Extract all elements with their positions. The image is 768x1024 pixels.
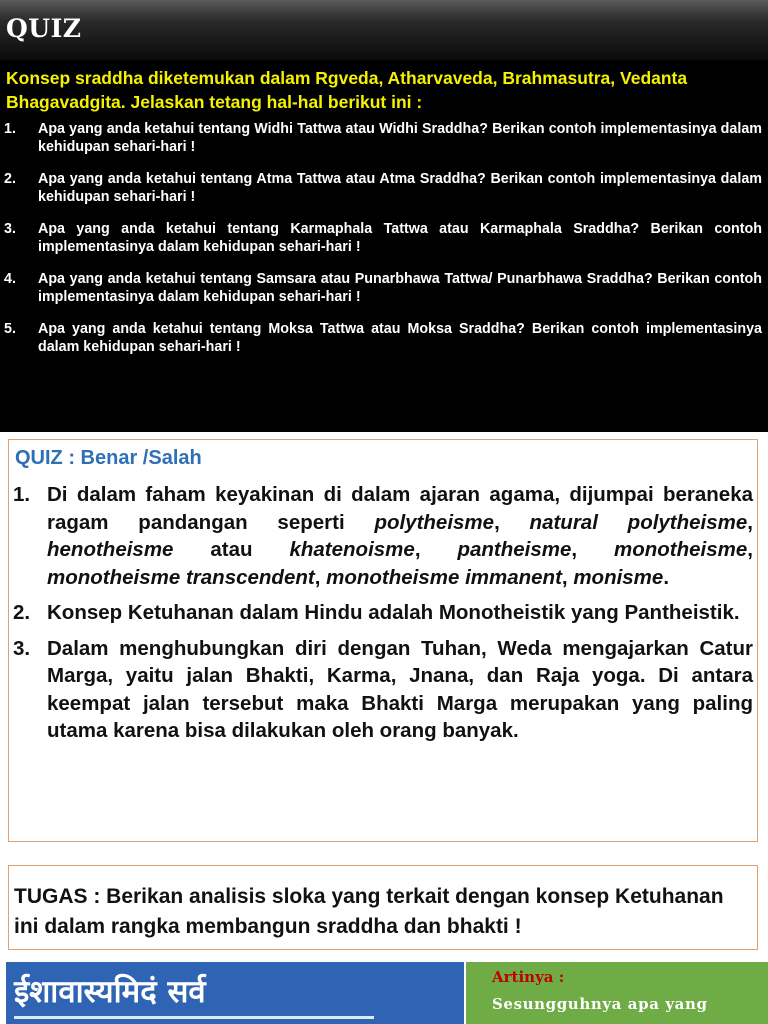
statement-list — [13, 481, 753, 753]
quiz-question — [4, 120, 762, 156]
statement-text: Konsep Ketuhanan dalam Hindu adalah Monotheistik yang Pantheistik. — [47, 601, 740, 624]
separator: , — [414, 538, 458, 561]
quiz-question — [4, 220, 762, 256]
question-text: Apa yang anda ketahui tentang Samsara atau Punarbhawa Tattwa/ Punarbhawa Sraddha? Berikan contoh implementasinya dalam kehidupan sehari-hari ! — [38, 271, 762, 305]
separator: , — [747, 538, 753, 561]
question-text: Apa yang anda ketahui tentang Karmaphala Tattwa atau Karmaphala Sraddha? Berikan contoh implementasinya dalam kehidupan sehari-hari ! — [38, 221, 762, 255]
quiz-slide — [0, 0, 768, 432]
term-italic: natural polytheisme — [529, 510, 748, 534]
term-italic: pantheisme — [457, 538, 572, 561]
sloka-next-line-cut — [14, 1016, 374, 1024]
separator: , — [314, 565, 327, 589]
artinya-text: Sesungguhnya apa yang — [492, 995, 708, 1013]
separator: , — [561, 565, 574, 589]
question-text: Apa yang anda ketahui tentang Atma Tattwa atau Atma Sraddha? Berikan contoh implementasinya dalam kehidupan sehari-hari ! — [38, 171, 762, 205]
statement-item — [13, 599, 753, 627]
statement-number: 2. — [13, 601, 31, 624]
statement-text: Dalam menghubungkan diri dengan Tuhan, Weda mengajarkan Catur Marga, yaitu jalan Bhakti, Karma, Jnana, dan Raja yoga. Di antara keempat jalan tersebut maka Bhakti Marga merupakan yang paling utama karena bisa dilakukan oleh orang banyak. — [47, 636, 753, 742]
benar-salah-title: QUIZ : Benar /Salah — [15, 447, 202, 469]
statement-number: 1. — [13, 483, 31, 506]
question-number: 1. — [4, 121, 16, 137]
separator: , — [494, 510, 530, 534]
sloka-panel — [6, 962, 464, 1024]
statement-text — [47, 481, 753, 591]
separator: , — [747, 510, 753, 534]
question-number: 2. — [4, 171, 16, 187]
quiz-question-list — [4, 120, 762, 370]
term-italic: henotheisme — [47, 538, 174, 561]
separator: , — [571, 538, 615, 561]
question-text: Apa yang anda ketahui tentang Moksa Tattwa atau Moksa Sraddha? Berikan contoh implementasinya dalam kehidupan sehari-hari ! — [38, 321, 762, 355]
term-italic: monisme — [573, 565, 664, 589]
term-italic: khatenoisme — [289, 538, 415, 561]
term-italic: monotheisme transcendent — [47, 565, 315, 589]
term-italic: polytheisme — [374, 510, 495, 534]
question-number: 5. — [4, 321, 16, 337]
tugas-text: TUGAS : Berikan analisis sloka yang terkait dengan konsep Ketuhanan ini dalam rangka membangun sraddha dan bhakti ! — [14, 885, 724, 938]
benar-salah-box — [8, 439, 758, 842]
separator: atau — [173, 538, 290, 561]
statement-item — [13, 635, 753, 745]
statement-number: 3. — [13, 636, 31, 660]
question-number: 3. — [4, 221, 16, 237]
artinya-panel — [466, 962, 768, 1024]
term-italic: monotheisme — [614, 538, 748, 561]
quiz-question — [4, 270, 762, 306]
question-text: Apa yang anda ketahui tentang Widhi Tattwa atau Widhi Sraddha? Berikan contoh implementasinya dalam kehidupan sehari-hari ! — [38, 121, 762, 155]
statement-lead: Di dalam faham keyakinan di dalam ajaran agama, dijumpai beraneka ragam pandangan seperti — [47, 483, 753, 534]
quiz-question — [4, 170, 762, 206]
slide-header-bar — [0, 0, 768, 60]
quiz-title: QUIZ — [6, 14, 82, 43]
quiz-question — [4, 320, 762, 356]
quiz-intro: Konsep sraddha diketemukan dalam Rgveda, Atharvaveda, Brahmasutra, Vedanta Bhagavadgita. Jelaskan tetang hal-hal berikut ini : — [6, 68, 688, 112]
term-italic: monotheisme immanent — [326, 565, 562, 589]
question-number: 4. — [4, 271, 16, 287]
separator: . — [663, 565, 670, 589]
tugas-box — [8, 865, 758, 950]
sloka-devanagari: ईशावास्यमिदं सर्व — [14, 974, 206, 1010]
statement-item — [13, 481, 753, 591]
artinya-label: Artinya : — [492, 968, 565, 986]
